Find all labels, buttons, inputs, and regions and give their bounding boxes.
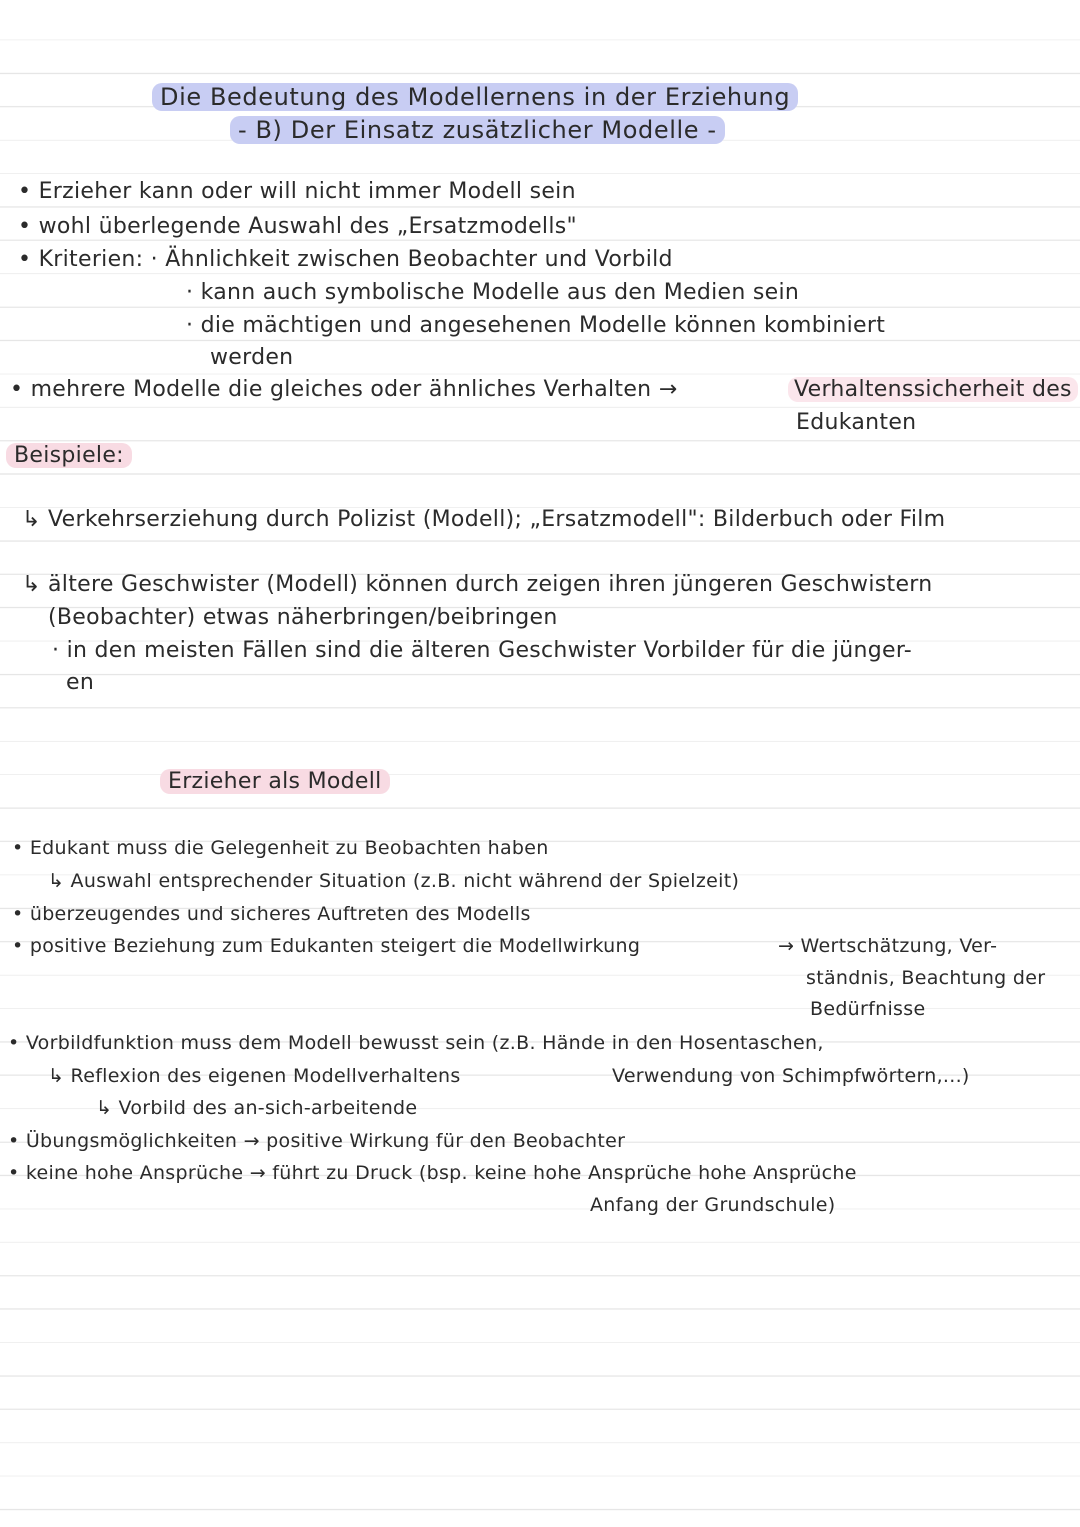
- continuation-text: en: [66, 670, 95, 695]
- bullet-text: • Übungsmöglichkeiten → positive Wirkung für den Beobachter: [8, 1130, 626, 1152]
- continuation-text: Verwendung von Schimpfwörtern,...): [612, 1065, 970, 1087]
- continuation-text: ständnis, Beachtung der: [806, 967, 1046, 989]
- bullet-text: • Erzieher kann oder will nicht immer Modell sein: [18, 179, 576, 204]
- continuation-text: Anfang der Grundschule): [590, 1194, 836, 1216]
- continuation-text: Edukanten: [796, 410, 917, 435]
- bullet-text: • keine hohe Ansprüche → führt zu Druck (bsp. keine hohe Ansprüche hohe Ansprüche: [8, 1162, 857, 1184]
- bullet-text: • Kriterien: · Ähnlichkeit zwischen Beobachter und Vorbild: [18, 247, 673, 272]
- continuation-text: werden: [210, 345, 294, 370]
- sub-bullet-text: · in den meisten Fällen sind die älteren Geschwister Vorbilder für die jünger-: [52, 638, 913, 663]
- bullet-text: • mehrere Modelle die gleiches oder ähnliches Verhalten →: [10, 377, 678, 402]
- bullet-text: • wohl überlegende Auswahl des „Ersatzmodells": [18, 214, 577, 239]
- sub-bullet-text: ↳ Reflexion des eigenen Modellverhaltens: [48, 1065, 461, 1087]
- example-text: ↳ ältere Geschwister (Modell) können durch zeigen ihren jüngeren Geschwistern: [22, 572, 933, 597]
- page-title-line1: Die Bedeutung des Modellernens in der Erziehung: [152, 83, 798, 111]
- section-heading: [6, 441, 132, 471]
- examples-heading: Beispiele:: [6, 443, 132, 468]
- educator-heading: Erzieher als Modell: [160, 769, 390, 794]
- example-text: ↳ Verkehrserziehung durch Polizist (Modell); „Ersatzmodell": Bilderbuch oder Film: [22, 507, 946, 532]
- sub-bullet-text: · kann auch symbolische Modelle aus den Medien sein: [186, 280, 800, 305]
- sub-bullet-text: ↳ Vorbild des an-sich-arbeitende: [96, 1097, 418, 1119]
- continuation-text: (Beobachter) etwas näherbringen/beibringen: [48, 605, 558, 630]
- bullet-text: • Edukant muss die Gelegenheit zu Beobachten haben: [12, 837, 549, 859]
- sub-bullet-text: ↳ Auswahl entsprechender Situation (z.B. nicht während der Spielzeit): [48, 870, 740, 892]
- result-highlight: Verhaltenssicherheit des: [788, 377, 1078, 402]
- result-text: [788, 375, 1078, 405]
- bullet-text: • Vorbildfunktion muss dem Modell bewusst sein (z.B. Hände in den Hosentaschen,: [8, 1032, 824, 1054]
- result-text: → Wertschätzung, Ver-: [778, 935, 998, 957]
- bullet-text: • positive Beziehung zum Edukanten steigert die Modellwirkung: [12, 935, 641, 957]
- page-title-line2: - B) Der Einsatz zusätzlicher Modelle -: [230, 116, 725, 144]
- section-heading: [160, 767, 390, 797]
- sub-bullet-text: · die mächtigen und angesehenen Modelle können kombiniert: [186, 313, 886, 338]
- page-title: [152, 82, 798, 112]
- page-subtitle: [230, 115, 725, 145]
- bullet-text: • überzeugendes und sicheres Auftreten des Modells: [12, 903, 531, 925]
- continuation-text: Bedürfnisse: [810, 998, 926, 1020]
